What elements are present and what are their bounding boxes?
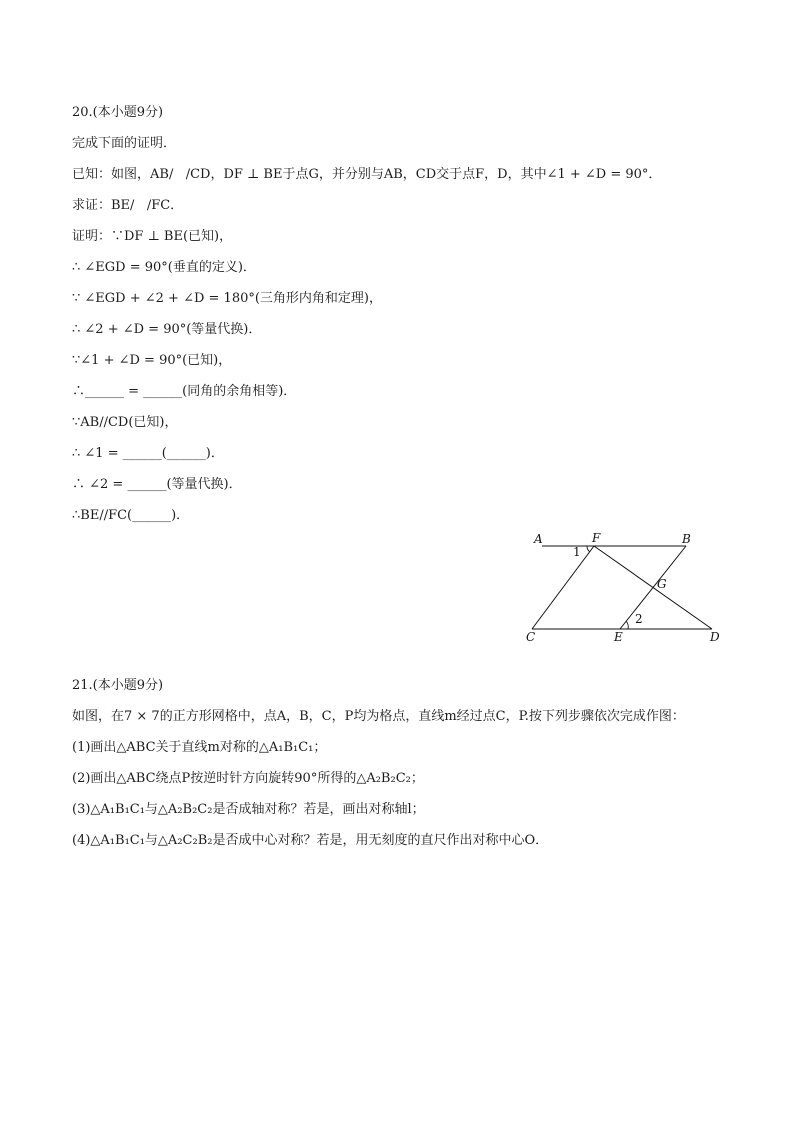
q20-prove: 求证：BE/ /FC． bbox=[72, 198, 184, 213]
label-angle-2: 2 bbox=[635, 612, 643, 626]
label-g: G bbox=[657, 577, 667, 591]
segment-be bbox=[620, 546, 686, 629]
proof-line: ∴ ∠EGD = 90°(垂直的定义)． bbox=[72, 260, 256, 275]
q20-prompt: 完成下面的证明． bbox=[72, 136, 177, 151]
segment-fc bbox=[532, 546, 594, 629]
geometry-figure bbox=[520, 528, 732, 646]
label-a: A bbox=[534, 532, 543, 546]
proof-line: ∵ ∠EGD + ∠2 + ∠D = 180°(三角形内角和定理)， bbox=[72, 291, 383, 306]
label-e: E bbox=[614, 630, 623, 644]
q21-step: (3)△A₁B₁C₁与△A₂B₂C₂是否成轴对称？若是，画出对称轴l； bbox=[72, 802, 425, 817]
label-f: F bbox=[592, 531, 601, 545]
label-c: C bbox=[526, 630, 536, 644]
proof-line: ∴ ∠1 = ______(______)． bbox=[72, 446, 224, 461]
proof-line: ∴BE//FC(______)． bbox=[72, 508, 190, 523]
proof-line: ∴ ∠2 + ∠D = 90°(等量代换)． bbox=[72, 322, 262, 337]
proof-line: ∵∠1 + ∠D = 90°(已知)， bbox=[72, 353, 232, 368]
proof-line: ∴______ = ______(同角的余角相等)． bbox=[72, 384, 297, 399]
q21-step: (2)画出△ABC绕点P按逆时针方向旋转90°所得的△A₂B₂C₂； bbox=[72, 771, 424, 786]
q21-step: (1)画出△ABC关于直线m对称的△A₁B₁C₁； bbox=[72, 740, 327, 755]
proof-line: ∴ ∠2 = ______(等量代换)． bbox=[72, 477, 242, 492]
q20-given: 已知：如图，AB/ /CD，DF ⊥ BE于点G，并分别与AB，CD交于点F，D，其中∠1 + ∠D = 90°． bbox=[72, 167, 662, 182]
label-b: B bbox=[682, 532, 691, 546]
q20-header: 20.(本小题9分) bbox=[72, 105, 164, 120]
angle-1-arc bbox=[587, 546, 590, 552]
proof-line: ∵AB//CD(已知)， bbox=[72, 415, 178, 430]
proof-line: 证明：∵DF ⊥ BE(已知)， bbox=[72, 229, 233, 244]
q21-prompt: 如图，在7 × 7的正方形网格中，点A，B，C，P均为格点，直线m经过点C，P.按下列步骤依次完成作图： bbox=[72, 709, 685, 724]
q21-step: (4)△A₁B₁C₁与△A₂C₂B₂是否成中心对称？若是，用无刻度的直尺作出对称中心O． bbox=[72, 833, 549, 848]
q21-header: 21.(本小题9分) bbox=[72, 678, 164, 693]
label-d: D bbox=[710, 630, 720, 644]
label-angle-1: 1 bbox=[573, 545, 581, 559]
angle-2-arc bbox=[626, 621, 628, 629]
